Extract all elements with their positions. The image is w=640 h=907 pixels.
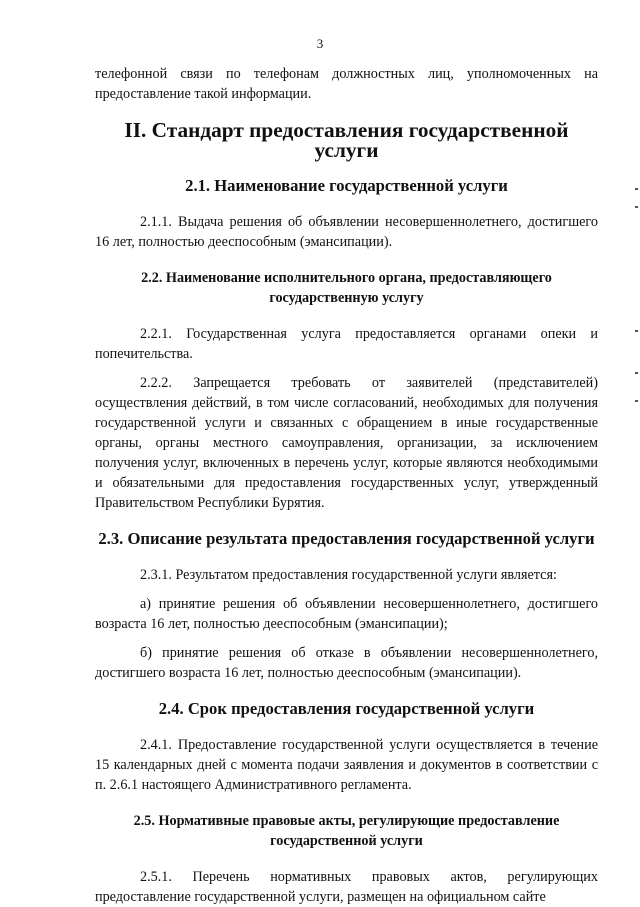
paragraph-2-2-2: 2.2.2. Запрещается требовать от заявителей (представителей) осуществления действий, в том числе согласований, необходимых для получения государственной услуги и связанных с обращением в иные государственные органы, органы местного самоуправления, организации, за исключением получения услуг, включенных в перечень услуг, которые являются необходимыми и обязательными для предоставления государственных услуг, утвержденный Правительством Республики Бурятия. <box>95 375 598 511</box>
heading-2-2-line1: 2.2. Наименование исполнительного органа, предоставляющего <box>141 270 552 286</box>
paragraph-2-2-1: 2.2.1. Государственная услуга предоставляется органами опеки и попечительства. <box>95 326 598 362</box>
paragraph-2-1-1: 2.1.1. Выдача решения об объявлении несовершеннолетнего, достигшего 16 лет, полностью дееспособным (эмансипации). <box>95 214 598 250</box>
scan-mark <box>635 330 638 332</box>
heading-2-2 <box>95 268 598 308</box>
page-number: 3 <box>316 36 324 51</box>
heading-2-5 <box>95 811 598 851</box>
heading-2-1: 2.1. Наименование государственной услуги <box>185 176 508 195</box>
heading-2-5-line1: 2.5. Нормативные правовые акты, регулирующие предоставление <box>133 813 560 829</box>
paragraph-2-3-b: б) принятие решения об отказе в объявлении несовершеннолетнего, достигшего возраста 16 лет, полностью дееспособным (эмансипации). <box>95 645 598 681</box>
heading-2-3: 2.3. Описание результата предоставления государственной услуги <box>98 529 595 548</box>
intro-paragraph: телефонной связи по телефонам должностных лиц, уполномоченных на предоставление такой информации. <box>95 66 598 102</box>
document-body <box>95 64 598 907</box>
scan-mark <box>635 206 638 208</box>
heading-2-4: 2.4. Срок предоставления государственной услуги <box>158 699 535 718</box>
paragraph-2-3-a: а) принятие решения об объявлении несовершеннолетнего, достигшего возраста 16 лет, полностью дееспособным (эмансипации); <box>95 596 598 632</box>
scan-edge-marks <box>632 0 638 905</box>
heading-2-5-line2: государственной услуги <box>270 833 423 849</box>
section-title: II. Стандарт предоставления государственной услуги <box>124 118 569 162</box>
scan-mark <box>635 400 638 402</box>
paragraph-2-5-1: 2.5.1. Перечень нормативных правовых актов, регулирующих предоставление государственной услуги, размещен на официальном сайте <box>95 869 598 905</box>
scan-mark <box>635 188 638 190</box>
heading-2-2-line2: государственную услугу <box>269 290 424 306</box>
paragraph-2-4-1: 2.4.1. Предоставление государственной услуги осуществляется в течение 15 календарных дней с момента подачи заявления и документов в соответствии с п. 2.6.1 настоящего Административного регламента. <box>95 737 598 793</box>
scan-mark <box>635 372 638 374</box>
paragraph-2-3-1: 2.3.1. Результатом предоставления государственной услуги является: <box>140 567 557 583</box>
